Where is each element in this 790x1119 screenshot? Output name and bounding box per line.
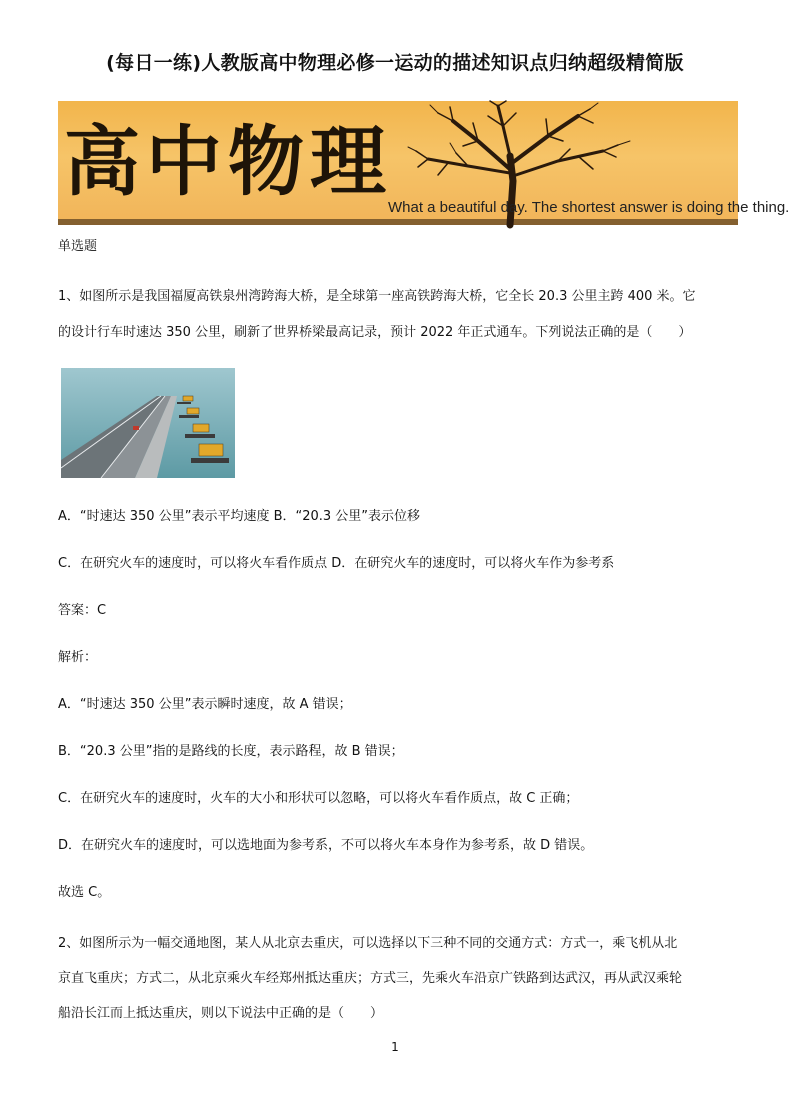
banner-title: 高中物理 bbox=[64, 117, 392, 206]
banner-caption: What a beautiful day. The shortest answer is doing the thing. bbox=[388, 199, 790, 216]
page-number: 1 bbox=[391, 1040, 399, 1054]
bridge-photo bbox=[61, 368, 235, 478]
question-1-analysis-label: 解析： bbox=[58, 650, 98, 665]
section-label: 单选题 bbox=[58, 239, 98, 254]
analysis-item-a: A．“时速达 350 公里”表示瞬时速度，故 A 错误； bbox=[58, 697, 352, 712]
question-1-text-line-2: 的设计行车时速达 350 公里，刷新了世界桥梁最高记录，预计 2022 年正式通车。下列说法正确的是（ ） bbox=[58, 325, 692, 340]
question-1-answer: 答案：C bbox=[58, 603, 107, 618]
document-title: (每日一练)人教版高中物理必修一运动的描述知识点归纳超级精简版 bbox=[106, 52, 684, 74]
banner-image bbox=[58, 101, 790, 225]
analysis-item-d: D．在研究火车的速度时，可以选地面为参考系，不可以将火车本身作为参考系，故 D 错误。 bbox=[58, 838, 594, 853]
question-2-text-line-2: 京直飞重庆；方式二，从北京乘火车经郑州抵达重庆；方式三，先乘火车沿京广铁路到达武汉，再从武汉乘轮 bbox=[58, 971, 683, 986]
question-1-options-ab: A．“时速达 350 公里”表示平均速度 B．“20.3 公里”表示位移 bbox=[58, 509, 421, 524]
analysis-item-b: B．“20.3 公里”指的是路线的长度，表示路程，故 B 错误； bbox=[58, 744, 404, 759]
question-2-text-line-3: 船沿长江而上抵达重庆，则以下说法中正确的是（ ） bbox=[58, 1006, 384, 1021]
analysis-item-c: C．在研究火车的速度时，火车的大小和形状可以忽略，可以将火车看作质点，故 C 正确； bbox=[58, 791, 579, 806]
question-1-conclusion: 故选 C。 bbox=[58, 885, 111, 900]
question-1-text-line-1: 1、如图所示是我国福厦高铁泉州湾跨海大桥，是全球第一座高铁跨海大桥，它全长 20.3 公里主跨 400 米。它 bbox=[58, 289, 696, 304]
question-2-text-line-1: 2、如图所示为一幅交通地图，某人从北京去重庆，可以选择以下三种不同的交通方式：方式一，乘飞机从北 bbox=[58, 936, 678, 951]
question-1-options-cd: C．在研究火车的速度时，可以将火车看作质点 D．在研究火车的速度时，可以将火车作为参考系 bbox=[58, 556, 615, 571]
